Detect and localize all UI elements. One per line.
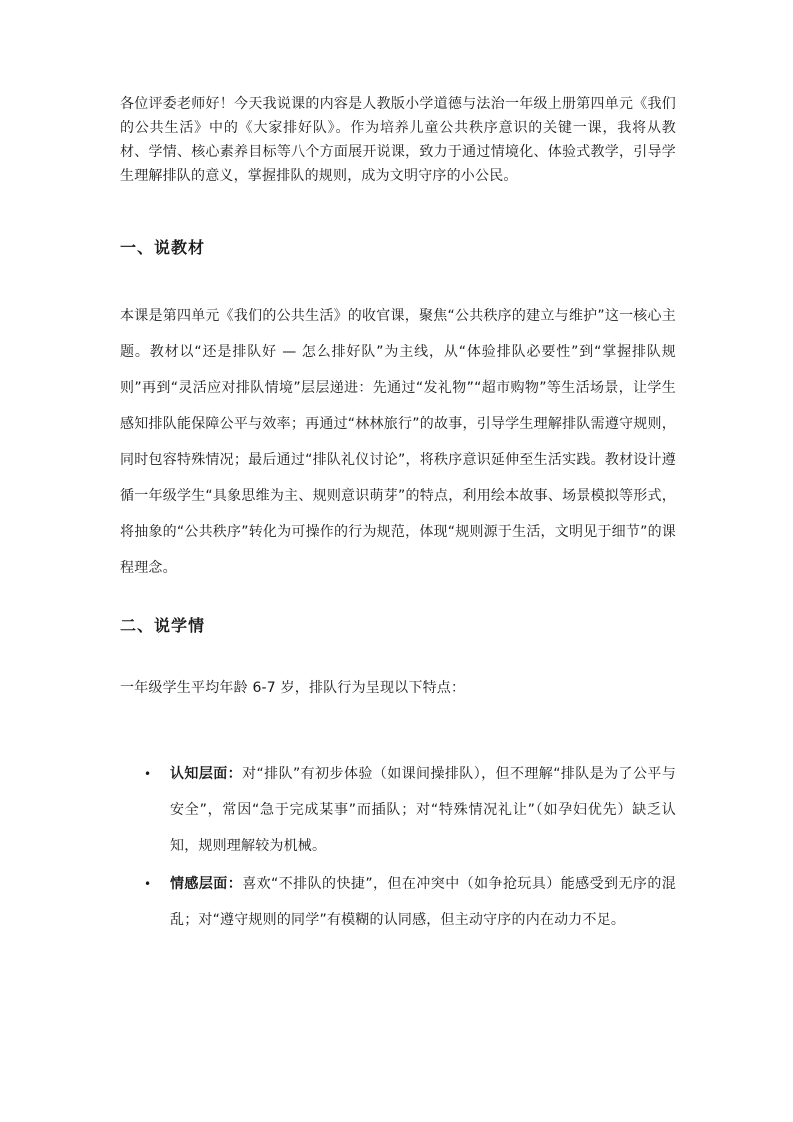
student-traits-list — [120, 756, 676, 938]
section-heading-student-analysis: 二、说学情 — [120, 616, 206, 635]
document-page — [120, 92, 676, 940]
section-heading-textbook: 一、说教材 — [120, 238, 206, 257]
list-item-label: 情感层面： — [170, 876, 243, 892]
list-item — [120, 756, 676, 864]
student-analysis-lead: 一年级学生平均年龄 6-7 岁，排队行为呈现以下特点： — [120, 680, 466, 696]
list-item-label: 认知层面： — [170, 766, 243, 782]
bullet-icon: • — [144, 767, 152, 781]
list-item-text: 对“排队”有初步体验（如课间操排队），但不理解“排队是为了公平与安全”，常因“急于完成某事”而插队；对“特殊情况礼让”（如孕妇优先）缺乏认知，规则理解较为机械。 — [170, 766, 676, 854]
bullet-icon: • — [144, 877, 152, 891]
list-item-text: 喜欢“不排队的快捷”，但在冲突中（如争抢玩具）能感受到无序的混乱；对“遵守规则的同学”有模糊的认同感，但主动守序的内在动力不足。 — [170, 876, 676, 928]
textbook-paragraph: 本课是第四单元《我们的公共生活》的收官课，聚焦“公共秩序的建立与维护”这一核心主题。教材以“还是排队好 — 怎么排好队”为主线，从“体验排队必要性”到“掌握排队规则”再到“灵活应对排队情境”层层递进：先通过“发礼物”“超市购物”等生活场景，让学生感知排队能保障公平与效率；再通过“林林旅行”的故事，引导学生理解排队需遵守规则，同时包容特殊情况；最后通过“排队礼仪讨论”，将秩序意识延伸至生活实践。教材设计遵循一年级学生“具象思维为主、规则意识萌芽”的特点，利用绘本故事、场景模拟等形式，将抽象的“公共秩序”转化为可操作的行为规范，体现“规则源于生活，文明见于细节”的课程理念。 — [120, 308, 676, 576]
list-item — [120, 866, 676, 938]
intro-paragraph: 各位评委老师好！今天我说课的内容是人教版小学道德与法治一年级上册第四单元《我们的公共生活》中的《大家排好队》。作为培养儿童公共秩序意识的关键一课，我将从教材、学情、核心素养目标等八个方面展开说课，致力于通过情境化、体验式教学，引导学生理解排队的意义，掌握排队的规则，成为文明守序的小公民。 — [120, 96, 676, 184]
